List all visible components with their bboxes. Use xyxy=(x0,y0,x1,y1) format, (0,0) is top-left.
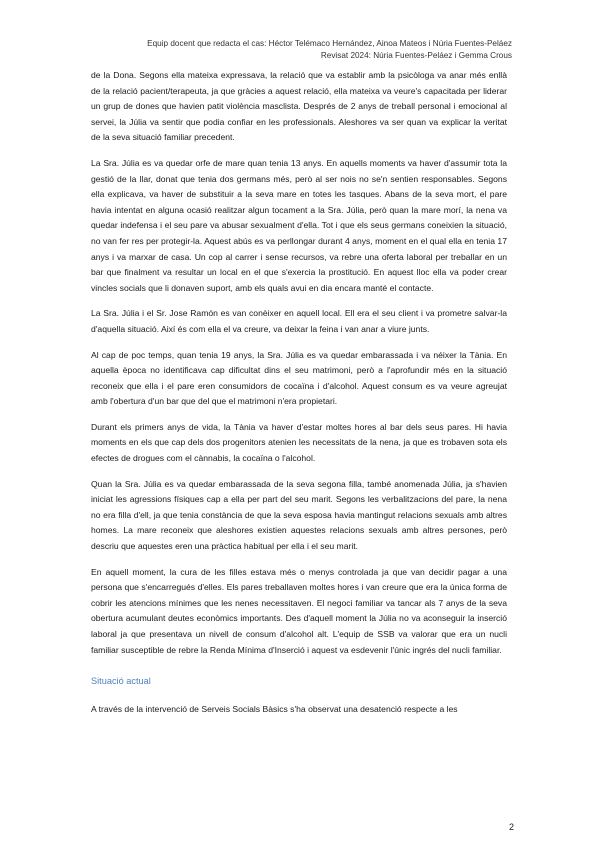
paragraph: En aquell moment, la cura de les filles estava més o menys controlada ja que van decidir pagar a una persona que s'encarregués d'elles. Els pares treballaven moltes hores i van creure que era la única forma de cobrir les atencions mínimes que les nenes necessitaven. El negoci familiar va tancar als 7 anys de la seva obertura acumulant deutes econòmics importants. Des d'aquell moment la Júlia no va aconseguir la inserció laboral ja que presentava un nivell de consum d'alcohol alt. L'equip de SSB va valorar que era un nucli familiar susceptible de rebre la Renda Mínima d'Inserció i aquest va esdevenir l'únic ingrés del nucli familiar. xyxy=(91,566,507,655)
paragraph: de la Dona. Segons ella mateixa expressava, la relació que va establir amb la psicòloga va anar més enllà de la relació pacient/terapeuta, ja que gràcies a aquest relació, ella mateixa va veure's capacitada per liderar un grup de dones que havien patit violència masclista. Després de 2 anys de treball personal i emocional al servei, la Júlia va sentir que podia confiar en les professionals. Aleshores va ser quan va explicar la veritat de la seva situació familiar precedent. xyxy=(91,70,507,143)
header-authors: Equip docent que redacta el cas: Héctor Telémaco Hernández, Ainoa Mateos i Núria Fuentes-Peláez xyxy=(147,39,512,48)
page-number: 2 xyxy=(508,822,514,832)
document-body xyxy=(91,68,507,727)
page-header xyxy=(147,38,512,62)
paragraph: La Sra. Júlia i el Sr. Jose Ramón es van conèixer en aquell local. Ell era el seu client i va prometre salvar-la d'aquella situació. Així és com ella el va creure, va deixar la feina i van anar a viure junts. xyxy=(91,308,507,334)
paragraph: Al cap de poc temps, quan tenia 19 anys, la Sra. Júlia es va quedar embarassada i va néixer la Tània. En aquella època no identificava cap dificultat dins el seu matrimoni, però a l'aprofundir més en la situació reconeix que ella i el pare eren consumidors de cocaïna i d'alcohol. Aquest consum es va veure agreujat amb l'obertura d'un bar que del que el matrimoni n'era propietari. xyxy=(91,349,507,407)
paragraph: Durant els primers anys de vida, la Tània va haver d'estar moltes hores al bar dels seus pares. Hi havia moments en els que cap dels dos progenitors atenien les necessitats de la nena, ja que es trobaven sota els efectes de drogues com el cànnabis, la cocaïna o l'alcohol. xyxy=(91,421,507,464)
paragraph: A través de la intervenció de Serveis Socials Bàsics s'ha observat una desatenció respecte a les xyxy=(91,703,458,714)
section-heading: Situació actual xyxy=(91,676,151,687)
paragraph: Quan la Sra. Júlia es va quedar embarassada de la seva segona filla, també anomenada Júlia, ja s'havien iniciat les agressions físiques cap a ella per part del seu marit. Segons les verbalitzacions del pare, la nena no era filla d'ell, ja que tenia constància de que la seva esposa havia mantingut relacions sexuals amb altres homes. La mare reconeix que aleshores existien aquestes relacions sexuals amb altres persones, però descriu que aquestes eren una pràctica habitual per ella i el seu marit. xyxy=(91,478,507,552)
header-revision: Revisat 2024: Núria Fuentes-Peláez i Gemma Crous xyxy=(320,51,512,60)
paragraph: La Sra. Júlia es va quedar orfe de mare quan tenia 13 anys. En aquells moments va haver d'assumir tota la gestió de la llar, donat que tenia dos germans més, però al ser nois no se'n sentien responsables. Segons ella explicava, va haver de substituir a la seva mare en totes les tasques. Abans de la seva mort, el pare havia intentat en alguna ocasió realitzar algun tocament a la Sra. Júlia, però quan la mare morí, la nena va quedar indefensa i el seu pare va abusar sexualment d'ella. Tot i que els seus germans coneixien la situació, no van fer res per protegir-la. Aquest abús es va perllongar durant 4 anys, moment en el qual ella en tenia 17 anys i va marxar de casa. Un cop al carrer i sense recursos, va rebre una oferta laboral per treballar en un bar que finalment va resultar un local en el que s'exercia la prostitució. En aquest lloc ella va poder crear vincles socials que li donaven suport, amb els quals avui en dia encara manté el contacte. xyxy=(91,157,507,293)
